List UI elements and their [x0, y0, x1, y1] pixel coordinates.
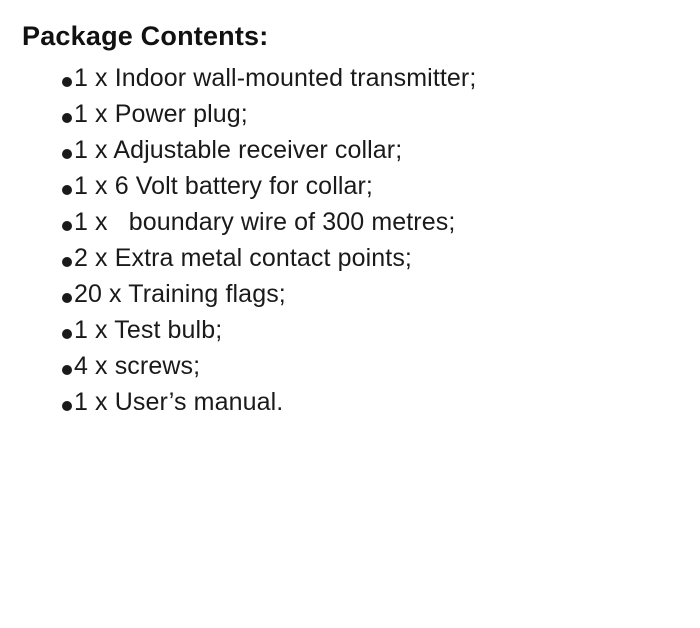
- list-item-label: 1 x Power plug;: [74, 99, 248, 128]
- bullet-dot-icon: [22, 390, 74, 411]
- list-item: [22, 315, 688, 344]
- bullet-dot-icon: [22, 210, 74, 231]
- list-item: [22, 135, 688, 164]
- list-item-label: 1 x Indoor wall-mounted transmitter;: [74, 63, 477, 92]
- list-item-label: 1 x Adjustable receiver collar;: [74, 135, 403, 164]
- bullet-dot-icon: [22, 102, 74, 123]
- list-item-label: 2 x Extra metal contact points;: [74, 243, 412, 272]
- list-item-label: 20 x Training flags;: [74, 279, 286, 308]
- list-item: [22, 171, 688, 200]
- bullet-dot-icon: [22, 318, 74, 339]
- bullet-dot-icon: [22, 66, 74, 87]
- list-item: [22, 63, 688, 92]
- list-item-label: 1 x boundary wire of 300 metres;: [74, 207, 456, 236]
- list-item-label: 4 x screws;: [74, 351, 201, 380]
- list-item: [22, 207, 688, 236]
- bullet-dot-icon: [22, 282, 74, 303]
- bullet-dot-icon: [22, 138, 74, 159]
- page-title: Package Contents:: [22, 21, 269, 51]
- list-item-label: 1 x User’s manual.: [74, 387, 284, 416]
- bullet-dot-icon: [22, 246, 74, 267]
- bullet-dot-icon: [22, 354, 74, 375]
- list-item: [22, 387, 688, 416]
- list-item-label: 1 x 6 Volt battery for collar;: [74, 171, 373, 200]
- list-item: [22, 279, 688, 308]
- list-item: [22, 351, 688, 380]
- list-item: [22, 243, 688, 272]
- list-item: [22, 99, 688, 128]
- list-item-label: 1 x Test bulb;: [74, 315, 223, 344]
- bullet-dot-icon: [22, 174, 74, 195]
- package-contents-list: [22, 63, 688, 416]
